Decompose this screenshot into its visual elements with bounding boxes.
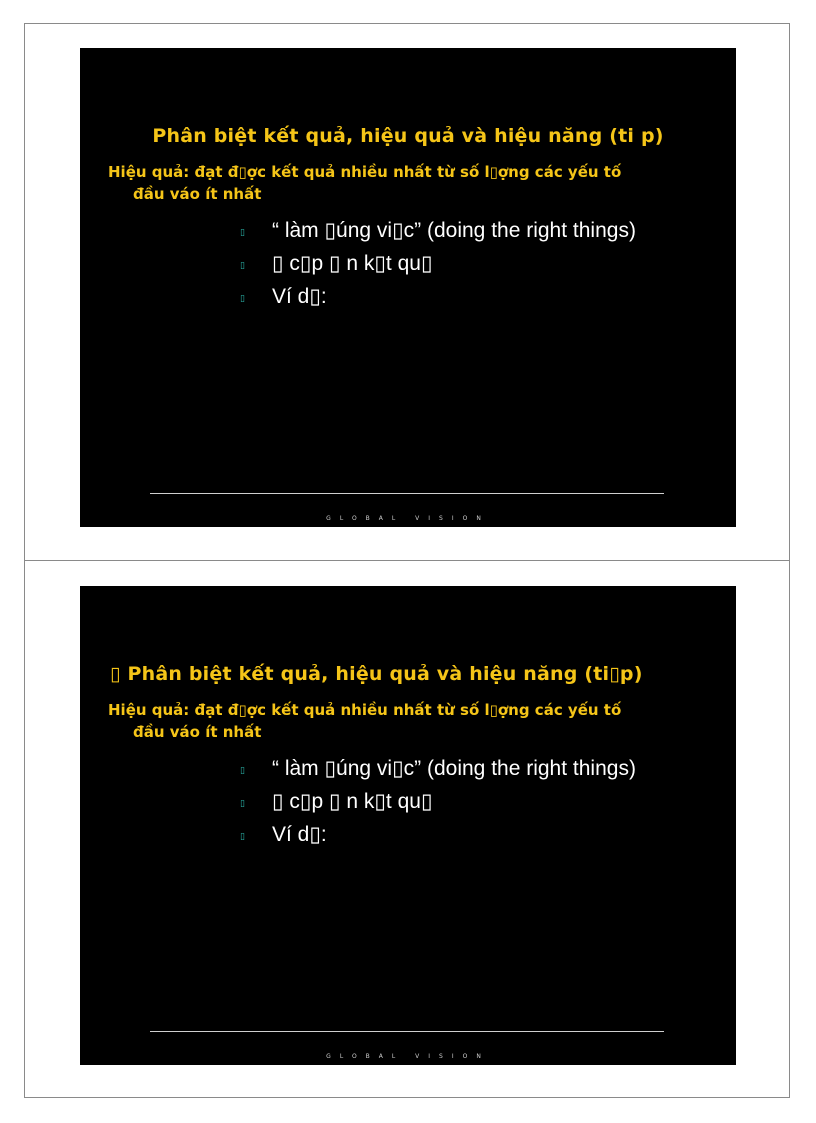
slide-title: ▯ Phân biệt kết quả, hiệu quả và hiệu năng (ti▯p) [110, 663, 643, 685]
footer-rule [150, 493, 664, 494]
bullet-marker-icon: ▯ [240, 294, 245, 304]
slide-title: Phân biệt kết quả, hiệu quả và hiệu năng (ti p) [152, 125, 664, 147]
slide-footer: GLOBAL VISION [326, 1053, 490, 1060]
subtitle-line-2: đầu váo ít nhất [133, 185, 262, 203]
bullet-marker-icon: ▯ [240, 766, 245, 776]
bullet-text: “ làm ▯úng vi▯c” (doing the right things) [272, 219, 636, 242]
footer-rule [150, 1031, 664, 1032]
subtitle-line-1: Hiệu quả: đạt đ▯ợc kết quả nhiều nhất từ số l▯ợng các yếu tố [108, 163, 622, 181]
bullet-marker-icon: ▯ [240, 832, 245, 842]
slide-footer: GLOBAL VISION [326, 515, 490, 522]
bullet-marker-icon: ▯ [240, 799, 245, 809]
slide-1 [80, 48, 736, 527]
bullet-text: Ví d▯: [272, 823, 327, 846]
bullet-text: Ví d▯: [272, 285, 327, 308]
bullet-marker-icon: ▯ [240, 228, 245, 238]
bullet-marker-icon: ▯ [240, 261, 245, 271]
subtitle-line-2: đầu váo ít nhất [133, 723, 262, 741]
slide-2 [80, 586, 736, 1065]
subtitle-line-1: Hiệu quả: đạt đ▯ợc kết quả nhiều nhất từ số l▯ợng các yếu tố [108, 701, 622, 719]
page-divider [24, 560, 790, 561]
slide-subtitle [108, 699, 708, 743]
bullet-text: “ làm ▯úng vi▯c” (doing the right things) [272, 757, 636, 780]
slide-subtitle [108, 161, 708, 205]
bullet-text: ▯ c▯p ▯ n k▯t qu▯ [272, 252, 433, 275]
bullet-text: ▯ c▯p ▯ n k▯t qu▯ [272, 790, 433, 813]
